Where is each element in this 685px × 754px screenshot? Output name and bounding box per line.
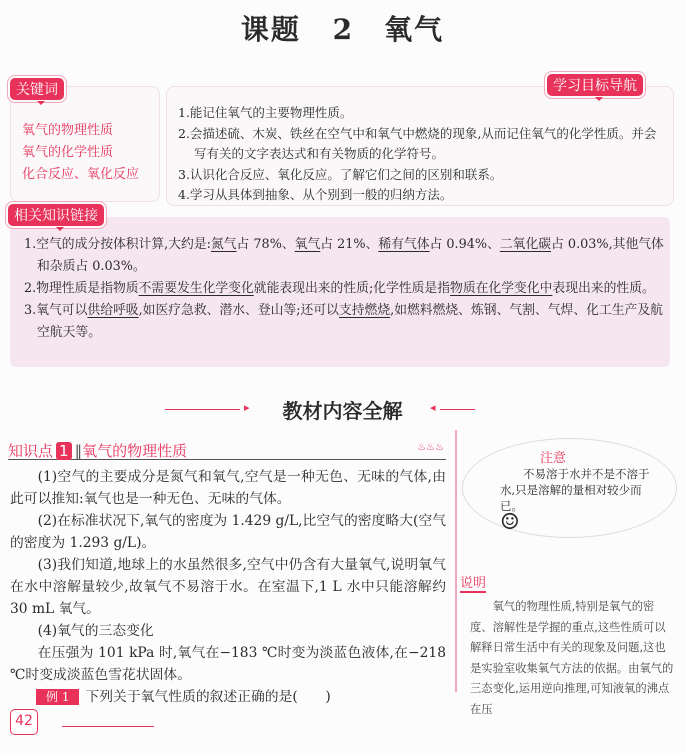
- links-list: [24, 234, 664, 344]
- link-text: 1.空气的成分按体积计算,大约是:: [24, 237, 211, 252]
- link-text: 表现出来的性质。: [552, 281, 655, 296]
- underlined-term: 氧气: [294, 237, 321, 252]
- kp-label: 知识点: [8, 442, 54, 460]
- goals-tag: 学习目标导航: [547, 74, 643, 96]
- link-text: 2.物理性质是指物质: [24, 281, 139, 296]
- underlined-term: 二氧化碳: [499, 237, 552, 252]
- keyword-item: 氧气的化学性质: [22, 145, 114, 160]
- paragraph: 在压强为 101 kPa 时,氧气在−183 ℃时变为淡蓝色液体,在−218 ℃时变成淡蓝色雪花状固体。: [10, 645, 446, 683]
- goal-item: 4.学习从具体到抽象、从个别到一般的归纳方法。: [178, 187, 453, 202]
- link-text: 占 0.94%、: [429, 237, 500, 252]
- example: [10, 686, 446, 708]
- body-text: [10, 466, 446, 708]
- knowledge-point-header: 知识点 1 ‖氧气的物理性质 ♨♨♨: [8, 442, 444, 460]
- kp-number: 1: [56, 442, 72, 460]
- underlined-term: 稀有气体: [378, 237, 430, 252]
- goals-list: [178, 103, 668, 206]
- smiley-icon: ☺: [500, 510, 520, 535]
- link-text: ,如医疗急救、潜水、登山等;还可以: [138, 303, 339, 318]
- link-text: 3.氧气可以: [24, 303, 88, 318]
- goal-item: 1.能记住氧气的主要物理性质。: [178, 105, 353, 120]
- links-tag: 相关知识链接: [8, 204, 104, 226]
- note-title: 注意: [540, 451, 567, 466]
- underlined-term: 氮气: [210, 237, 237, 252]
- keyword-item: 化合反应、氧化反应: [22, 167, 140, 182]
- arrow-left-icon: ◂: [430, 401, 436, 414]
- paragraph: (2)在标准状况下,氧气的密度为 1.429 g/L,比空气的密度略大(空气的密度为 1.293 g/L)。: [10, 513, 446, 551]
- example-question: 下列关于氧气性质的叙述正确的是( ): [85, 689, 331, 705]
- link-text: 占 0.03%,其他气体和杂质占 0.03%。: [37, 237, 664, 274]
- underlined-term: 供给呼吸: [87, 303, 139, 318]
- link-item: [24, 234, 664, 278]
- underlined-term: 支持燃烧: [338, 303, 391, 318]
- link-item: [24, 278, 664, 300]
- flame-icon: ♨♨♨: [417, 442, 444, 453]
- link-item: [24, 300, 664, 344]
- keywords-tag: 关键词: [10, 78, 64, 100]
- explain-title: 说明: [460, 572, 486, 593]
- link-text: 就能表现出来的性质;化学性质是指: [253, 281, 451, 296]
- keywords-list: [22, 120, 139, 186]
- footer-line: [62, 726, 154, 727]
- goal-item: 2.会描述硫、木炭、铁丝在空气中和氧气中燃烧的现象,从而记住氧气的化学性质。并会写有关的文字表达式和有关物质的化学符号。: [178, 125, 657, 161]
- note-text: 不易溶于水并不是不溶于水,只是溶解的量相对较少而已。: [500, 467, 650, 513]
- section-heading: 教材内容全解: [282, 399, 403, 423]
- underlined-term: 不需要发生化学变化: [138, 281, 254, 296]
- kp-title: 氧气的物理性质: [82, 442, 188, 460]
- paragraph: (4)氧气的三态变化: [37, 623, 154, 639]
- link-text: ,如燃料燃烧、炼钢、气割、气焊、化工生产及航空航天等。: [37, 303, 663, 340]
- keyword-item: 氧气的物理性质: [22, 123, 114, 138]
- page-number: 42: [10, 709, 38, 735]
- paragraph: (3)我们知道,地球上的水虽然很多,空气中仍含有大量氧气,说明氧气在水中溶解量较少,故氧气不易溶于水。在室温下,1 L 水中只能溶解约 30 mL 氧气。: [10, 557, 446, 617]
- link-text: 占 78%、: [236, 237, 295, 252]
- explain-text: 氧气的物理性质,特别是氧气的密度、溶解性是学握的重点,这些性质可以解释日常生活中有关的现象及问题,这也是实验室收集氧气方法的依据。由氧气的三态变化,运用逆向推理,可知液氧的沸点在压: [470, 600, 674, 716]
- paragraph: (1)空气的主要成分是氮气和氧气,空气是一种无色、无味的气体,由此可以推知:氧气也是一种无色、无味的气体。: [10, 469, 446, 507]
- arrow-right-icon: ▸: [244, 401, 250, 414]
- link-text: 占 21%、: [320, 237, 379, 252]
- page-title: 课题 2 氧气: [240, 13, 445, 46]
- underlined-term: 物质在化学变化中: [450, 281, 553, 296]
- margin-line: [455, 430, 457, 692]
- example-tag: 例 1: [36, 689, 79, 705]
- goal-item: 3.认识化合反应、氧化反应。了解它们之间的区别和联系。: [178, 166, 503, 182]
